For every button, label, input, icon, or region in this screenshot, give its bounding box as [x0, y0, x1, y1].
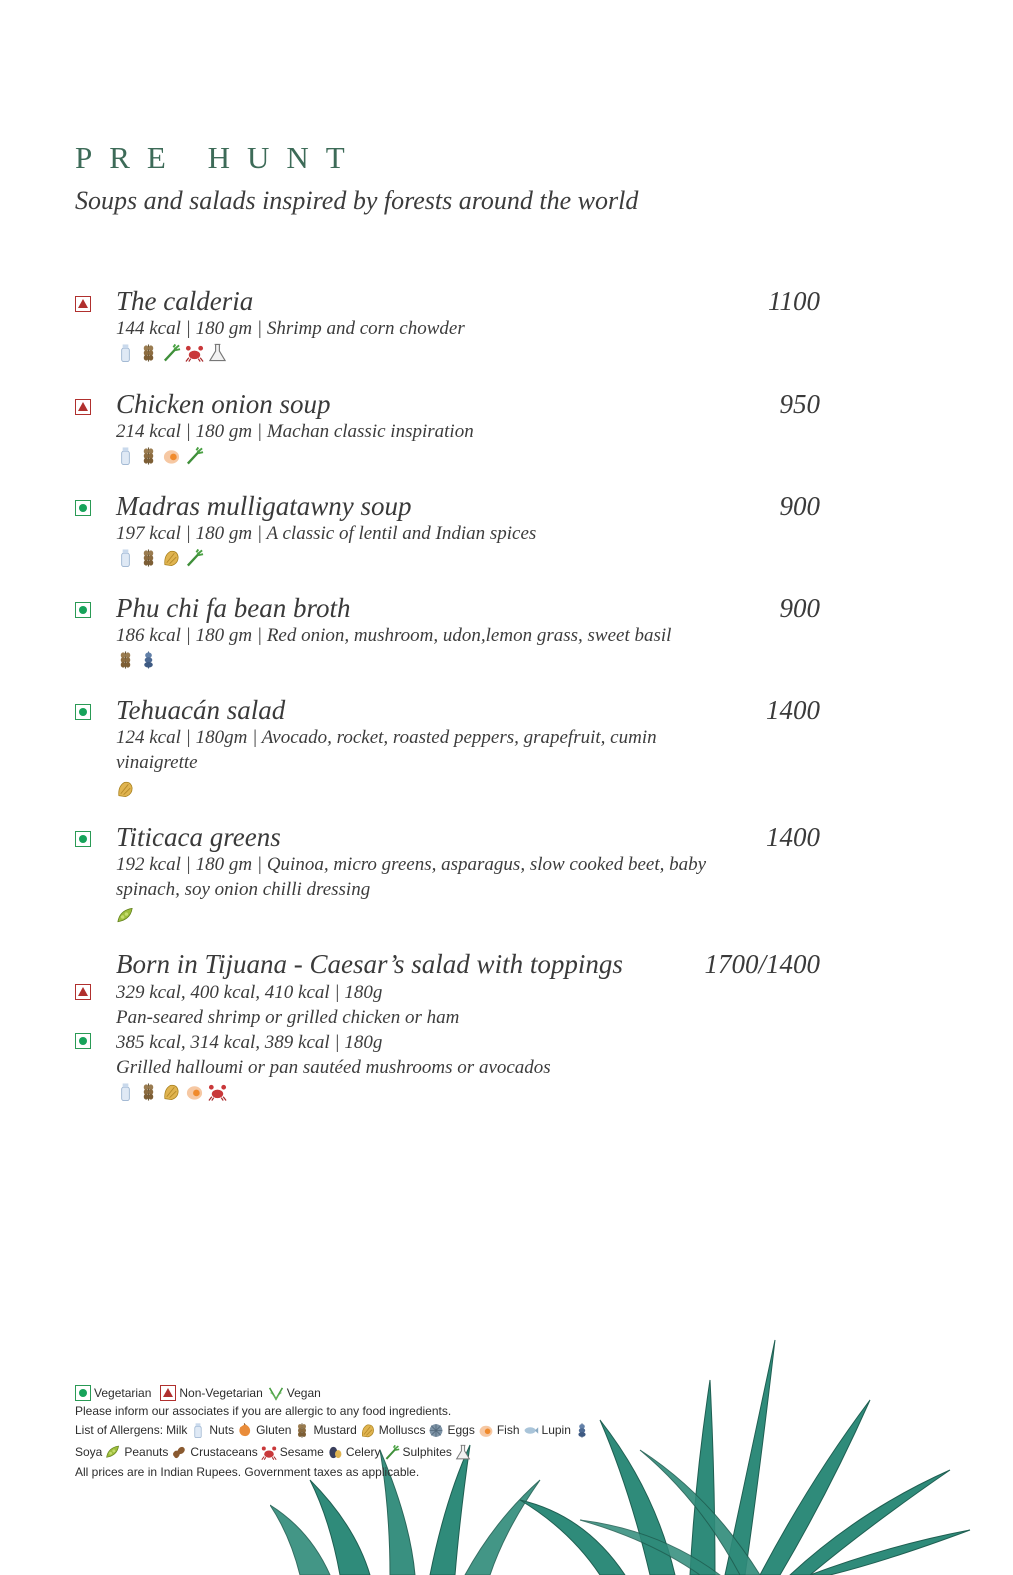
crustaceans-icon	[208, 1082, 227, 1102]
allergen-list-row-1	[75, 1419, 590, 1441]
gluten-icon	[294, 1422, 310, 1439]
item-description: 186 kcal | 180 gm | Red onion, mushroom, udon,lemon grass, sweet basil	[116, 625, 672, 646]
celery-icon	[185, 446, 204, 466]
allergen-lupin-label: Lupin	[541, 1423, 571, 1437]
milk-icon	[116, 548, 135, 568]
allergen-icons	[116, 779, 135, 799]
celery-icon	[384, 1444, 400, 1461]
vegan-icon	[268, 1385, 284, 1402]
legend-nonveg-label: Non-Vegetarian	[179, 1386, 263, 1400]
gluten-icon	[116, 650, 135, 670]
milk-icon	[190, 1422, 206, 1439]
allergen-fish-label: Fish	[496, 1423, 520, 1437]
gluten-icon	[139, 548, 158, 568]
section-title: PRE HUNT	[75, 140, 362, 175]
non-vegetarian-mark	[75, 984, 91, 1000]
legend-vegan-label: Vegan	[286, 1386, 321, 1400]
allergen-eggs-label: Eggs	[447, 1423, 475, 1437]
allergen-soya-label: Soya	[75, 1445, 103, 1459]
diet-legend	[75, 1382, 590, 1404]
item-name: Chicken onion soup	[116, 389, 331, 419]
allergen-nuts-label: Nuts	[209, 1423, 235, 1437]
item-price: 1400	[766, 695, 820, 725]
mustard-icon	[162, 548, 181, 568]
allergen-crustaceans-label: Crustaceans	[190, 1445, 258, 1459]
celery-icon	[162, 343, 181, 363]
fish-icon	[523, 1422, 539, 1439]
sesame-icon	[327, 1444, 343, 1461]
allergen-list-row-2	[75, 1441, 590, 1463]
menu-item	[75, 822, 820, 932]
allergy-notice: Please inform our associates if you are allergic to any food ingredients.	[75, 1404, 452, 1418]
item-price: 900	[779, 593, 820, 623]
molluscs-icon	[428, 1422, 444, 1439]
allergen-sesame-label: Sesame	[279, 1445, 324, 1459]
vegetarian-mark	[75, 500, 91, 516]
item-name: Phu chi fa bean broth	[116, 593, 351, 623]
milk-icon	[116, 343, 135, 363]
mustard-icon	[360, 1422, 376, 1439]
menu-item-caesar	[75, 949, 820, 1109]
allergen-peanuts-label: Peanuts	[124, 1445, 169, 1459]
section-subtitle: Soups and salads inspired by forests around the world	[75, 186, 639, 215]
item-price: 1700/1400	[704, 949, 820, 979]
gluten-icon	[139, 343, 158, 363]
menu-item	[75, 286, 820, 371]
item-price: 1400	[766, 822, 820, 852]
allergen-celery-label: Celery	[345, 1445, 381, 1459]
item-name: Madras mulligatawny soup	[116, 491, 412, 521]
item-price: 950	[779, 389, 820, 419]
allergen-molluscs-label: Molluscs	[378, 1423, 426, 1437]
prices-note: All prices are in Indian Rupees. Government taxes as applicable.	[75, 1465, 420, 1479]
mustard-icon	[162, 1082, 181, 1102]
sulphites-icon	[455, 1444, 471, 1461]
milk-icon	[116, 446, 135, 466]
gluten-icon	[139, 446, 158, 466]
vegetarian-mark	[75, 602, 91, 618]
caesar-line-1: 329 kcal, 400 kcal, 410 kcal | 180g	[116, 982, 383, 1003]
allergen-icons	[116, 446, 204, 466]
eggs-icon	[185, 1082, 204, 1102]
vegetarian-mark	[75, 1385, 91, 1401]
item-name: Born in Tijuana - Caesar’s salad with toppings	[116, 949, 623, 979]
crustaceans-icon	[185, 343, 204, 363]
menu-item	[75, 695, 820, 805]
menu-item	[75, 593, 820, 678]
gluten-icon	[139, 1082, 158, 1102]
mustard-icon	[116, 779, 135, 799]
nuts-icon	[237, 1422, 253, 1439]
menu-item	[75, 491, 820, 576]
allergen-icons	[116, 650, 158, 670]
item-description: 124 kcal | 180gm | Avocado, rocket, roasted peppers, grapefruit, cumin vinaigrette	[116, 727, 657, 773]
item-name: Titicaca greens	[116, 822, 281, 852]
item-name: Tehuacán salad	[116, 695, 286, 725]
eggs-icon	[162, 446, 181, 466]
allergen-sulphites-label: Sulphites	[402, 1445, 452, 1459]
vegetarian-mark	[75, 1033, 91, 1049]
item-price: 900	[779, 491, 820, 521]
caesar-line-3: 385 kcal, 314 kcal, 389 kcal | 180g	[116, 1032, 383, 1053]
menu-item	[75, 389, 820, 474]
allergen-icons	[116, 906, 135, 926]
allergen-milk-label: Milk	[166, 1423, 188, 1437]
caesar-line-4: Grilled halloumi or pan sautéed mushrooms or avocados	[116, 1057, 551, 1078]
allergen-gluten-label: Gluten	[256, 1423, 292, 1437]
item-name: The calderia	[116, 286, 254, 316]
lupin-icon	[139, 650, 158, 670]
item-description: 214 kcal | 180 gm | Machan classic inspiration	[116, 421, 474, 442]
allergen-icons	[116, 343, 227, 363]
item-description: 192 kcal | 180 gm | Quinoa, micro greens, asparagus, slow cooked beet, baby spinach, soy onion chilli dressing	[116, 854, 707, 900]
item-price: 1100	[768, 286, 820, 316]
item-description: 144 kcal | 180 gm | Shrimp and corn chowder	[116, 318, 465, 339]
footer	[75, 1382, 590, 1481]
non-vegetarian-mark	[75, 399, 91, 415]
vegetarian-mark	[75, 831, 91, 847]
crustaceans-icon	[261, 1444, 277, 1461]
allergen-icons	[116, 1082, 227, 1102]
allergens-prefix: List of Allergens:	[75, 1423, 164, 1437]
item-description: 197 kcal | 180 gm | A classic of lentil and Indian spices	[116, 523, 537, 544]
milk-icon	[116, 1082, 135, 1102]
caesar-line-2: Pan-seared shrimp or grilled chicken or ham	[116, 1007, 460, 1028]
lupin-icon	[574, 1422, 590, 1439]
vegetarian-mark	[75, 704, 91, 720]
allergen-mustard-label: Mustard	[313, 1423, 357, 1437]
eggs-icon	[478, 1422, 494, 1439]
soya-icon	[105, 1444, 121, 1461]
non-vegetarian-mark	[160, 1385, 176, 1401]
soya-icon	[116, 906, 135, 926]
peanuts-icon	[171, 1444, 187, 1461]
sulphites-icon	[208, 343, 227, 363]
allergen-icons	[116, 548, 204, 568]
non-vegetarian-mark	[75, 296, 91, 312]
celery-icon	[185, 548, 204, 568]
legend-veg-label: Vegetarian	[94, 1386, 152, 1400]
